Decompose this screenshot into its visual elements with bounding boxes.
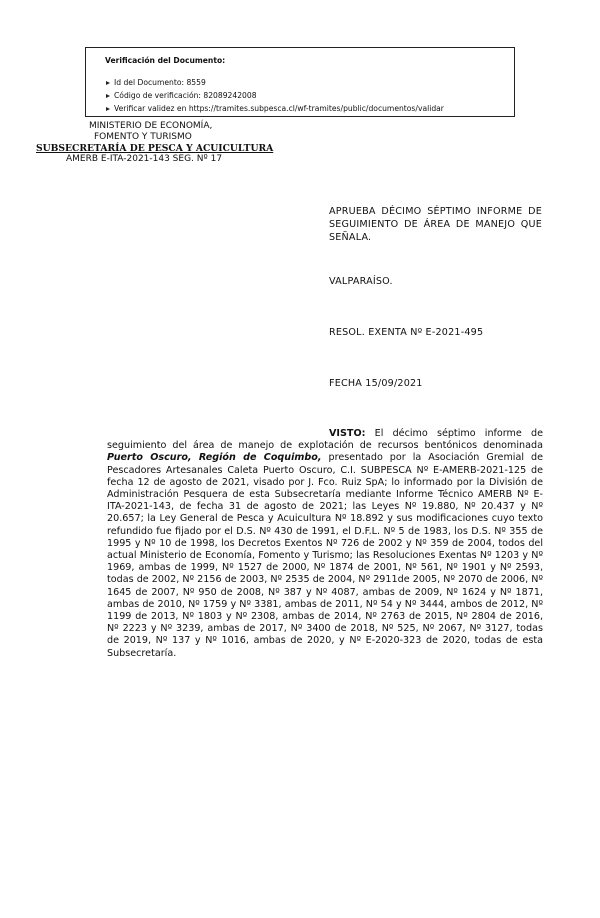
verification-url[interactable]: Verificar validez en https://tramites.subpesca.cl/wf-tramites/public/documentos/validar xyxy=(106,102,504,115)
amerb-reference: AMERB E-ITA-2021-143 SEG. Nº 17 xyxy=(66,154,223,164)
verification-code: Código de verificación: 82089242008 xyxy=(106,89,504,102)
visto-text-part1: El décimo séptimo informe de seguimiento del área de manejo de explotación de recursos bentónicos denominada xyxy=(107,428,543,452)
ministry-name-line1: MINISTERIO DE ECONOMÍA, xyxy=(89,121,213,131)
resolution-number: RESOL. EXENTA Nº E-2021-495 xyxy=(329,327,484,338)
resolution-place: VALPARAÍSO. xyxy=(329,276,393,287)
verification-title: Verificación del Documento: xyxy=(105,56,226,65)
resolution-subject: APRUEBA DÉCIMO SÉPTIMO INFORME DE SEGUIMIENTO DE ÁREA DE MANEJO QUE SEÑALA. xyxy=(329,206,542,243)
area-name: Puerto Oscuro, Región de Coquimbo, xyxy=(107,452,322,464)
ministry-name-line2: FOMENTO Y TURISMO xyxy=(94,132,192,142)
resolution-date: FECHA 15/09/2021 xyxy=(329,378,423,389)
verification-document-id: Id del Documento: 8559 xyxy=(106,76,504,89)
verification-box xyxy=(85,47,515,117)
visto-label: VISTO: xyxy=(329,428,366,439)
verification-list xyxy=(106,76,504,115)
visto-paragraph xyxy=(107,428,543,660)
ministry-header xyxy=(36,121,286,165)
subsecretaria-name: SUBSECRETARÍA DE PESCA Y ACUICULTURA xyxy=(36,143,274,154)
visto-text-part2: presentado por la Asociación Gremial de Pescadores Artesanales Caleta Puerto Oscuro, C.I. SUBPESCA Nº E-AMERB-2021-125 de fecha 12 de agosto de 2021, visado por J. Fco. Ruiz SpA; lo informado por la División de Administración Pesquera de esta Subsecretaría mediante Informe Técnico AMERB Nº E-ITA-2021-143, de fecha 31 de agosto de 2021; las Leyes Nº 19.880, Nº 20.437 y Nº 20.657; la Ley General de Pesca y Acuicultura Nº 18.892 y sus modificaciones cuyo texto refundido fue fijado por el D.S. Nº 430 de 1991, el D.F.L. Nº 5 de 1983, los D.S. Nº 355 de 1995 y Nº 10 de 1998, los Decretos Exentos Nº 726 de 2002 y Nº 359 de 2004, todos del actual Ministerio de Economía, Fomento y Turismo; las Resoluciones Exentas Nº 1203 y Nº 1969, ambas de 1999, Nº 1527 de 2000, Nº 1874 de 2001, Nº 561, Nº 1901 y Nº 2593, todas de 2002, Nº 2156 de 2003, Nº 2535 de 2004, Nº 2911de 2005, Nº 2070 de 2006, Nº 1645 de 2007, Nº 950 de 2008, Nº 387 y Nº 4087, ambas de 2009, Nº 1624 y Nº 1871, ambas de 2010, Nº 1759 y Nº 3381, ambas de 2011, Nº 54 y Nº 3444, ambos de 2012, Nº 1199 de 2013, Nº 1803 y Nº 2308, ambas de 2014, Nº 2763 de 2015, Nº 2804 de 2016, Nº 2223 y Nº 3239, ambas de 2017, Nº 3400 de 2018, Nº 525, Nº 2067, Nº 3127, todas de 2019, Nº 137 y Nº 1016, ambas de 2020, y Nº E-2020-323 de 2020, todas de esta Subsecretaría. xyxy=(107,452,543,659)
